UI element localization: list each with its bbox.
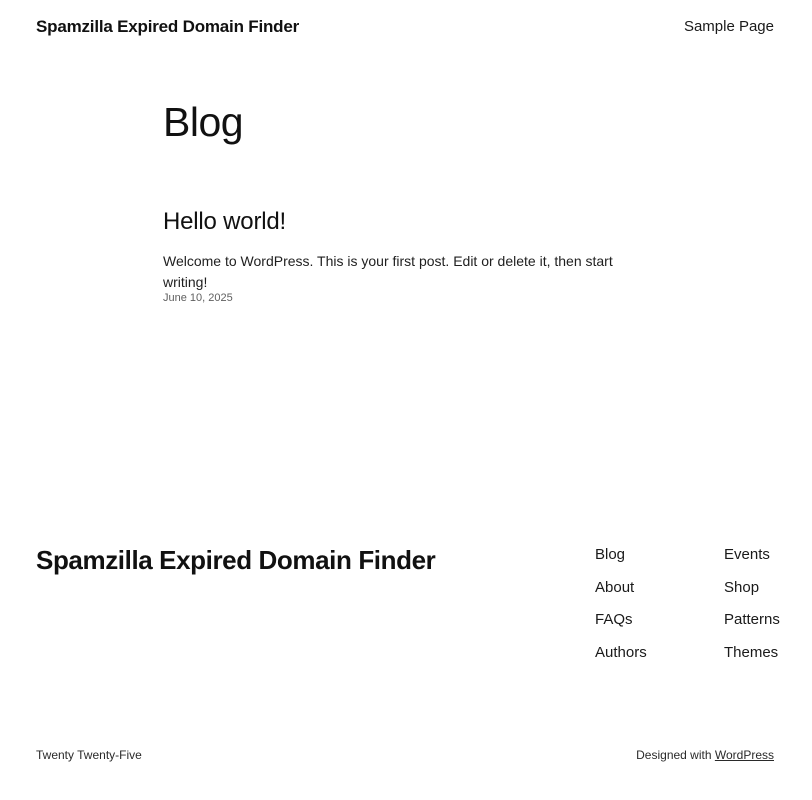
footer-nav-column-2 bbox=[724, 546, 780, 677]
header-site-title-link[interactable]: Spamzilla Expired Domain Finder bbox=[36, 17, 300, 36]
footer-link-about[interactable]: About bbox=[595, 578, 635, 596]
site-header bbox=[36, 17, 774, 37]
footer-link-events[interactable]: Events bbox=[724, 546, 770, 563]
footer-nav-item bbox=[595, 644, 647, 677]
page-title: Blog bbox=[163, 99, 244, 145]
footer-link-themes[interactable]: Themes bbox=[724, 644, 779, 662]
post-title-link[interactable]: Hello world! bbox=[163, 208, 286, 235]
footer-nav-item bbox=[595, 546, 647, 579]
footer-nav-item bbox=[595, 579, 647, 612]
nav-link-sample-page[interactable]: Sample Page bbox=[683, 18, 774, 35]
header-nav bbox=[684, 18, 774, 36]
post-date: June 10, 2025 bbox=[163, 292, 233, 304]
post-excerpt: Welcome to WordPress. This is your first post. Edit or delete it, then start writing! bbox=[163, 253, 613, 290]
footer-link-blog[interactable]: Blog bbox=[595, 546, 626, 563]
footer-nav-item bbox=[724, 611, 780, 644]
footer-nav-item bbox=[724, 546, 780, 579]
footer-nav-column-1 bbox=[595, 546, 647, 677]
credit-prefix: Designed with bbox=[636, 748, 715, 762]
bottom-bar bbox=[36, 748, 774, 762]
theme-name: Twenty Twenty-Five bbox=[36, 748, 142, 762]
footer-nav-item bbox=[724, 644, 780, 677]
footer-nav-item bbox=[595, 611, 647, 644]
footer-link-shop[interactable]: Shop bbox=[724, 578, 760, 596]
wordpress-link[interactable]: WordPress bbox=[714, 748, 774, 762]
site-footer bbox=[0, 543, 812, 683]
designed-with-credit bbox=[636, 748, 774, 762]
footer-site-title-link[interactable]: Spamzilla Expired Domain Finder bbox=[36, 545, 436, 575]
footer-link-faqs[interactable]: FAQs bbox=[595, 611, 633, 629]
footer-link-patterns[interactable]: Patterns bbox=[724, 611, 780, 629]
footer-nav-item bbox=[724, 579, 780, 612]
footer-link-authors[interactable]: Authors bbox=[595, 644, 647, 662]
